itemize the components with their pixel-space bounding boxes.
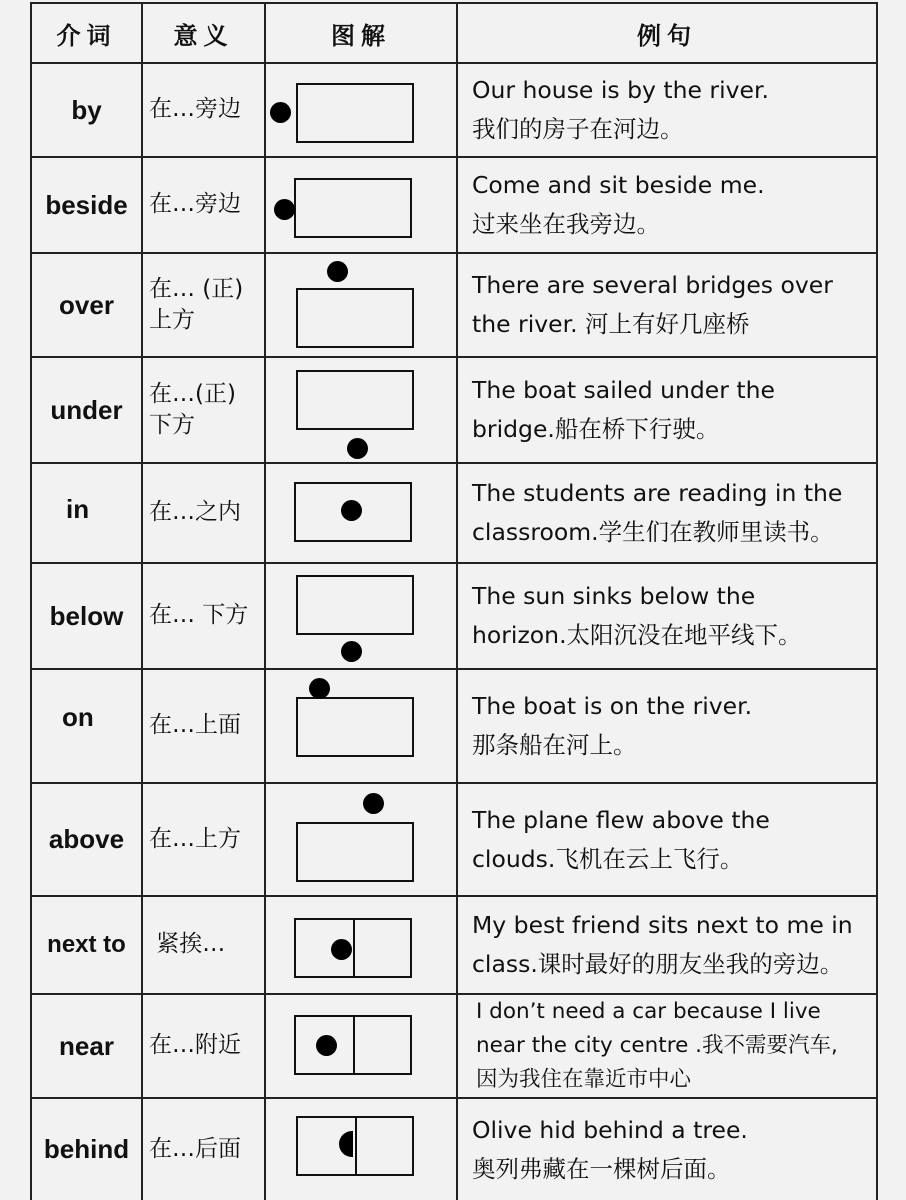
example-line: The sun sinks below the bbox=[472, 582, 756, 610]
diagram-box bbox=[296, 370, 414, 430]
meaning-cell bbox=[143, 254, 264, 356]
diagram-dot bbox=[341, 500, 362, 521]
preposition-word: on bbox=[62, 702, 94, 732]
example-line: The plane flew above the bbox=[472, 805, 770, 834]
meaning-cell bbox=[143, 564, 264, 668]
diagram-dot bbox=[363, 793, 384, 814]
example-cell bbox=[458, 64, 876, 156]
meaning-cell bbox=[143, 158, 264, 252]
meaning-line: 在…旁边 bbox=[149, 96, 241, 123]
meaning-cell bbox=[143, 784, 264, 895]
diagram-box bbox=[296, 1116, 414, 1176]
meaning-line: 在…上方 bbox=[149, 825, 241, 852]
example-line: 因为我住在靠近市中心 bbox=[476, 1067, 692, 1092]
preposition-word: below bbox=[49, 600, 124, 631]
preposition-word: under bbox=[50, 394, 123, 425]
diagram-box bbox=[294, 178, 412, 238]
meaning-line: 在…后面 bbox=[149, 1135, 241, 1162]
diagram-dot bbox=[327, 261, 348, 282]
diagram-dot bbox=[274, 199, 295, 220]
diagram-divider bbox=[353, 920, 355, 976]
meaning-line: 紧挨… bbox=[149, 931, 226, 958]
preposition-word: by bbox=[71, 94, 102, 125]
example-line: Olive hid behind a tree. bbox=[472, 1115, 748, 1144]
header-meaning: 意义 bbox=[173, 21, 234, 50]
example-cell bbox=[458, 784, 876, 895]
example-cell bbox=[458, 358, 876, 462]
example-cell bbox=[458, 995, 876, 1097]
meaning-line: 在… 下方 bbox=[149, 602, 249, 629]
meaning-line: 在…之内 bbox=[149, 499, 241, 526]
example-cell bbox=[458, 897, 876, 993]
preposition-word: behind bbox=[43, 1134, 130, 1164]
meaning-line: 在…附近 bbox=[149, 1032, 241, 1059]
diagram-box bbox=[296, 288, 414, 348]
example-line: 我们的房子在河边。 bbox=[472, 115, 684, 143]
diagram-dot bbox=[347, 438, 368, 459]
preposition-word: beside bbox=[45, 189, 128, 220]
meaning-cell bbox=[143, 1099, 264, 1200]
example-line: There are several bridges over bbox=[472, 271, 833, 299]
preposition-word: next to bbox=[47, 931, 126, 958]
example-line: I don’t need a car because I live bbox=[476, 999, 821, 1024]
example-line: bridge.船在桥下行驶。 bbox=[472, 415, 720, 443]
header-prep: 介词 bbox=[56, 21, 117, 50]
meaning-cell bbox=[143, 464, 264, 562]
meaning-line: 在…(正) bbox=[149, 380, 236, 407]
grid-line bbox=[264, 2, 266, 1200]
example-line: Come and sit beside me. bbox=[472, 171, 765, 199]
diagram-dot bbox=[316, 1035, 337, 1056]
preposition-word: over bbox=[59, 289, 114, 320]
meaning-line: 上方 bbox=[149, 307, 195, 333]
meaning-cell bbox=[143, 670, 264, 782]
diagram-dot bbox=[309, 678, 330, 699]
example-line: 那条船在河上。 bbox=[472, 731, 637, 759]
diagram-box bbox=[296, 575, 414, 635]
meaning-line: 下方 bbox=[149, 412, 195, 438]
example-line: My best friend sits next to me in bbox=[472, 911, 853, 939]
meaning-cell bbox=[143, 64, 264, 156]
example-line: 奥列弗藏在一棵树后面。 bbox=[472, 1154, 731, 1183]
meaning-cell bbox=[143, 897, 264, 993]
header-diagram: 图解 bbox=[331, 21, 391, 50]
example-line: The boat sailed under the bbox=[472, 376, 775, 404]
grid-line bbox=[876, 2, 878, 1200]
example-line: class.课时最好的朋友坐我的旁边。 bbox=[472, 950, 844, 978]
diagram-box bbox=[294, 918, 412, 978]
diagram-divider bbox=[353, 1017, 355, 1073]
meaning-line: 在…旁边 bbox=[149, 191, 241, 218]
diagram-dot bbox=[270, 102, 291, 123]
example-cell bbox=[458, 254, 876, 356]
preposition-word: near bbox=[59, 1030, 114, 1061]
diagram-dot bbox=[341, 641, 362, 662]
example-line: horizon.太阳沉没在地平线下。 bbox=[472, 621, 802, 649]
meaning-line: 在… (正) bbox=[149, 275, 244, 302]
example-cell bbox=[458, 564, 876, 668]
header-example: 例句 bbox=[637, 21, 697, 50]
example-line: the river. 河上有好几座桥 bbox=[472, 310, 750, 338]
example-line: The boat is on the river. bbox=[472, 692, 753, 720]
example-line: classroom.学生们在教师里读书。 bbox=[472, 518, 834, 546]
meaning-cell bbox=[143, 995, 264, 1097]
example-line: Our house is by the river. bbox=[472, 76, 769, 104]
preposition-word: above bbox=[48, 824, 125, 854]
example-cell bbox=[458, 1099, 876, 1200]
meaning-line: 在…上面 bbox=[149, 712, 241, 739]
preposition-word: in bbox=[66, 494, 90, 524]
diagram-box bbox=[294, 1015, 412, 1075]
example-line: 过来坐在我旁边。 bbox=[472, 210, 660, 238]
example-line: The students are reading in the bbox=[472, 479, 843, 507]
diagram-box bbox=[296, 822, 414, 882]
example-cell bbox=[458, 464, 876, 562]
diagram-dot bbox=[331, 939, 352, 960]
diagram-box bbox=[296, 83, 414, 143]
diagram-box bbox=[296, 697, 414, 757]
example-cell bbox=[458, 158, 876, 252]
example-cell bbox=[458, 670, 876, 782]
example-line: near the city centre .我不需要汽车, bbox=[476, 1033, 838, 1058]
diagram-divider bbox=[355, 1118, 357, 1174]
example-line: clouds.飞机在云上飞行。 bbox=[472, 844, 744, 873]
meaning-cell bbox=[143, 358, 264, 462]
